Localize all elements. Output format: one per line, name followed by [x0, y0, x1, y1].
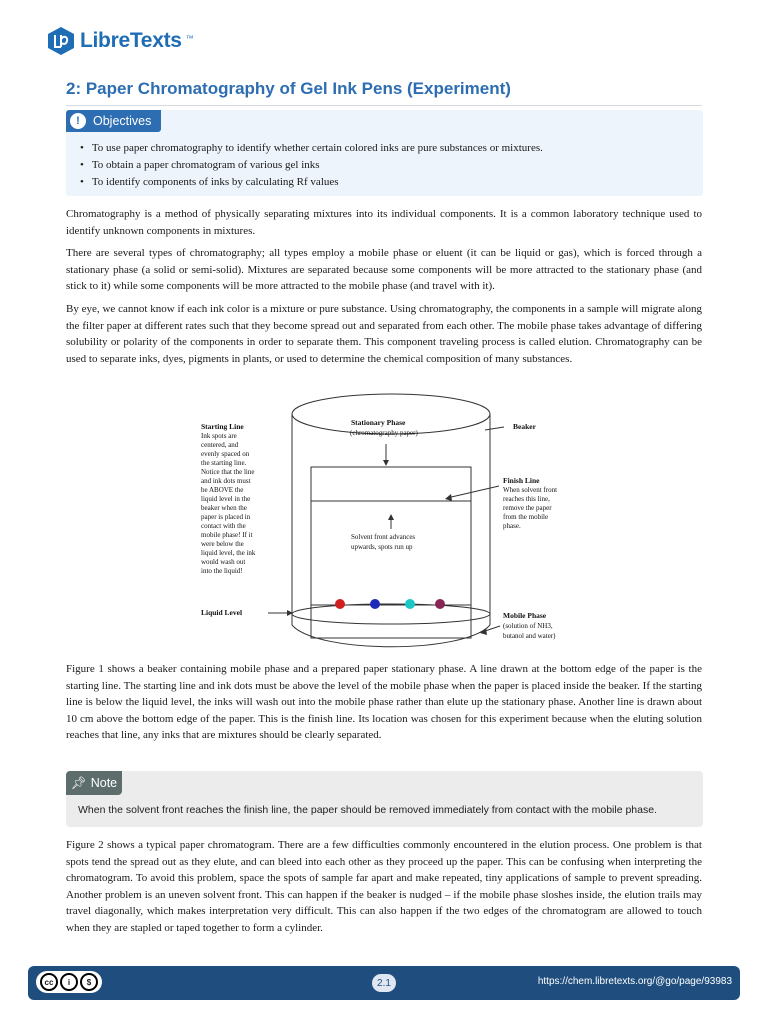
- note-label: Note: [90, 776, 118, 790]
- brand-trademark: ™: [185, 34, 194, 43]
- desc-starting-line-11: contact with the: [201, 522, 246, 530]
- pin-icon: 📌︎: [70, 775, 87, 790]
- beaker-bottom: [292, 625, 490, 647]
- label-beaker: Beaker: [513, 422, 536, 431]
- label-liquid-level: Liquid Level: [201, 608, 243, 617]
- objective-item: • To use paper chromatography to identify whether certain colored inks are pure substances or mixtures.: [80, 140, 543, 157]
- ink-dot-maroon: [435, 599, 445, 609]
- ink-dot-cyan: [405, 599, 415, 609]
- note-box: [66, 771, 703, 827]
- paragraph-types: There are several types of chromatography; all types employ a mobile phase or eluent (it can be liquid or gas), which is forced through a stationary phase (a solid or semi-solid). Mixtures are separated because some components will be more attracted to the stationary phase (and stick to it) while some components will be more attracted to the mobile phase (and travel with it).: [66, 247, 702, 292]
- desc-finish-line-3: remove the paper: [503, 504, 552, 512]
- desc-finish-line-1: When solvent front: [503, 486, 558, 494]
- desc-starting-line-9: beaker when the: [201, 504, 247, 512]
- label-finish-line: Finish Line: [503, 476, 540, 485]
- objectives-box: [66, 110, 703, 196]
- desc-starting-line-15: would wash out: [201, 558, 246, 566]
- desc-mobile-phase-2: butanol and water): [503, 632, 556, 640]
- paragraph-figure-1: Figure 1 shows a beaker containing mobile phase and a prepared paper stationary phase. A line drawn at the bottom edge of the paper is the starting line. The starting line and ink dots must be above the level of the mobile phase when the paper is placed inside the beaker. If the starting line is below the liquid level, the inks will wash out into the mobile phase rather than elute up the stationary phase. Another line is drawn about 10 cm above the bottom edge of the paper. This is the finish line. Its location was chosen for this experiment because when the eluting solution reaches that line, any inks that are mixtures should be clearly separated.: [66, 663, 702, 741]
- label-starting-line: Starting Line: [201, 422, 244, 431]
- attribution-icon: i: [60, 973, 78, 991]
- desc-starting-line-5: Notice that the line: [201, 468, 255, 476]
- paragraph-elution: By eye, we cannot know if each ink color is a mixture or pure substance. Using chromatography, the components in a sample will migrate along the filter paper at different rates such that they become spread out and separated from each other. The mobile phase takes advantage of differing solubility or polarity of the components in order to separate them. This component traveling process is called elution. Chromatography can be used to separate inks, dyes, pigments in plants, or used to determine the chemical composition of many substances.: [66, 303, 702, 365]
- note-text: When the solvent front reaches the finish line, the paper should be removed immediately from contact with the mobile phase.: [78, 804, 657, 816]
- page-number: 2.1: [372, 974, 396, 992]
- beaker-rim: [292, 394, 490, 434]
- desc-starting-line-13: were below the: [201, 540, 244, 548]
- brand-name: LibreTexts: [80, 29, 182, 52]
- ink-dot-blue: [370, 599, 380, 609]
- noncommercial-icon: $: [80, 973, 98, 991]
- cc-icon: cc: [40, 973, 58, 991]
- liquid-surface: [292, 604, 490, 624]
- ink-dot-red: [335, 599, 345, 609]
- desc-starting-line-16: into the liquid!: [201, 567, 243, 575]
- desc-starting-line-12: mobile phase! If it: [201, 531, 253, 539]
- desc-starting-line-1: Ink spots are: [201, 432, 237, 440]
- desc-starting-line-8: liquid level in the: [201, 495, 251, 503]
- page-title: 2: Paper Chromatography of Gel Ink Pens (Experiment): [66, 79, 702, 106]
- objective-item: • To identify components of inks by calculating Rf values: [80, 174, 543, 191]
- page-footer: [28, 966, 740, 1000]
- desc-finish-line-2: reaches this line,: [503, 495, 550, 503]
- figure-beaker-diagram: [197, 392, 567, 650]
- desc-starting-line-10: paper is placed in: [201, 513, 251, 521]
- cc-license-badge[interactable]: [36, 971, 102, 993]
- paragraph-figure-2: Figure 2 shows a typical paper chromatogram. There are a few difficulties commonly encountered in the elution process. One problem is that spots tend the spread out as they elute, and can bleed into each other as they proceed up the paper. This can be confusing when interpreting the chromatogram. To avoid this problem, space the spots of sample far apart and make repeated, tiny applications of sample to prevent spreading. Another problem is an uneven solvent front. This can happen if the beaker is nudged – if the mobile phase sloshes inside, the elution trails may travel diagonally, which makes interpretation very difficult. This can also happen if the two edges of the chromatogram are allowed to touch when they are stapled or taped together to form a cylinder.: [66, 839, 702, 934]
- desc-finish-line-4: from the mobile: [503, 513, 549, 521]
- desc-starting-line-2: centered, and: [201, 441, 239, 449]
- note-header: [66, 771, 122, 795]
- label-mobile-phase: Mobile Phase: [503, 611, 547, 620]
- label-stationary-phase: Stationary Phase: [351, 418, 406, 427]
- objectives-list: [80, 140, 543, 191]
- objective-item: • To obtain a paper chromatogram of various gel inks: [80, 157, 543, 174]
- stationary-paper: [311, 467, 471, 638]
- desc-solvent-front-1: Solvent front advances: [351, 533, 416, 541]
- desc-starting-line-6: and ink dots must: [201, 477, 251, 485]
- desc-solvent-front-2: upwards, spots run up: [351, 543, 413, 551]
- paragraph-intro: Chromatography is a method of physically separating mixtures into its individual components. It is a common laboratory technique used to identify unknown components in mixtures.: [66, 208, 702, 237]
- libretexts-logo-icon: [46, 26, 76, 56]
- page-url[interactable]: https://chem.libretexts.org/@go/page/93983: [537, 976, 732, 987]
- info-icon: !: [70, 113, 86, 129]
- desc-stationary-phase: (chromatography paper): [350, 429, 418, 437]
- desc-starting-line-7: be ABOVE the: [201, 486, 244, 494]
- desc-starting-line-14: liquid level, the ink: [201, 549, 256, 557]
- libretexts-logo[interactable]: [46, 26, 194, 56]
- desc-starting-line-3: evenly spaced on: [201, 450, 250, 458]
- objectives-header: [66, 110, 161, 132]
- objectives-label: Objectives: [93, 114, 152, 128]
- desc-mobile-phase-1: (solution of NH3,: [503, 622, 553, 630]
- desc-finish-line-5: phase.: [503, 522, 521, 530]
- desc-starting-line-4: the starting line.: [201, 459, 247, 467]
